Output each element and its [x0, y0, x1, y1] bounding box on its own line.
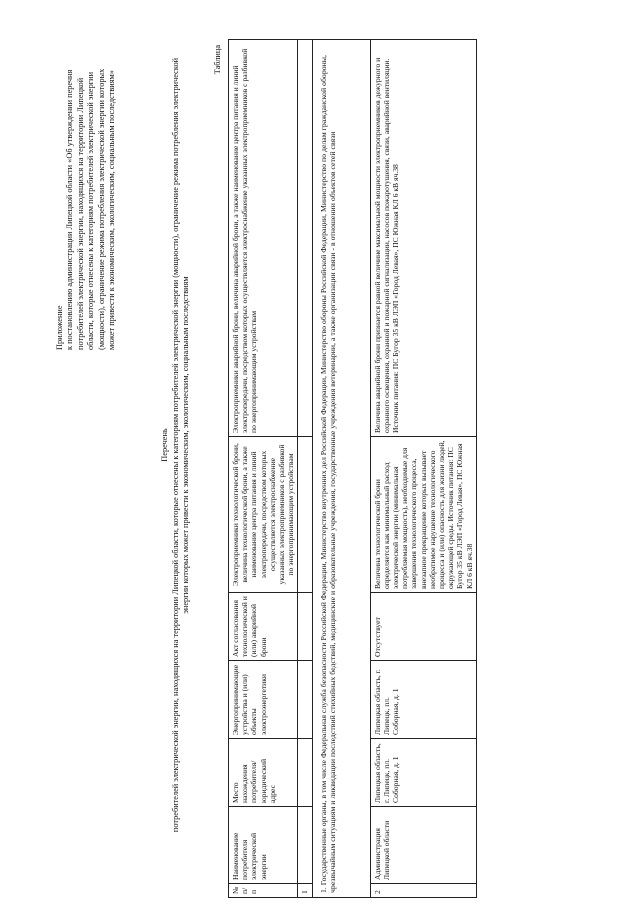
header-cell: Место нахождения потребителя/ юридический адрес: [229, 739, 298, 807]
index-cell: [298, 661, 312, 739]
approval-act: Отсутствует: [370, 593, 476, 661]
index-cell: 1: [298, 884, 312, 898]
header-cell: Наименование потребителя электрической энергии: [229, 807, 298, 884]
technological-reserve: Величина технологической брони определяется как минимальный расход электрической энергии (минимальная потребляемая мощность), необходимые для завершения технологического процесса, внезапное прекращение которых вызывает необратимое нарушение технологического процесса и (или) опасность для жизни людей, окружающей среды. Источник питания: ПС Бугор 35 кВ ЛЭП «Город Левая», ПС Южная КЛ 6 кВ яч.38: [370, 437, 476, 593]
table-row: [370, 40, 476, 898]
header-cell: Электроприемники аварийной брони, величина аварийной брони, а также наименование центра питания и линий электропередачи, посредством которых осуществляется электроснабжение указанных электроприемников с разбивкой по энергопринимающим устройствам: [229, 40, 298, 437]
index-row: [298, 40, 312, 898]
row-number: 2: [370, 884, 476, 898]
emergency-reserve: Величина аварийной брони признается равной величине максимальной мощности электроприемников дежурного и охранного освещения, охранной и пожарной сигнализации, насосов пожаротушения, связи, аварийной вентиляции. Источник питания: ПС Бугор 35 кВ ЛЭП «Город Левая», ПС Южная КЛ 6 кВ яч.38: [370, 40, 476, 437]
group-cell: 1. Государственные органы, в том числе Федеральная служба безопасности Российской Федерации, Министерство внутренних дел Российской Федерации, Министерство обороны Российской Федерации, Министерство по делам гражданской обороны, чрезвычайным ситуациям и ликвидации последствий стихийных бедствий, медицинские и образовательные учреждения, государственные учреждения ветеринарии, а также организации связи - в отношении объектов сетей связи: [312, 40, 370, 898]
index-cell: [298, 593, 312, 661]
index-cell: [298, 40, 312, 437]
consumer-address: Липецкая область, г. Липецк, пл. Соборная, д. 1: [370, 739, 476, 807]
table-header-row: [229, 40, 298, 898]
index-cell: [298, 739, 312, 807]
header-cell: Энергопринимающие устройства и (или) объекты электроэнергетики: [229, 661, 298, 739]
header-cell: № п/п: [229, 884, 298, 898]
table-label: Таблица: [213, 45, 222, 75]
appendix-block: [55, 50, 117, 350]
header-cell: Электроприемники технологической брони, величина технологической брони, а также наименование центра питания и линий электропередачи, посредством которых осуществляется электроснабжение указанных электроприемников с разбивкой по энергопринимающим устройствам: [229, 437, 298, 593]
document-heading: [160, 45, 192, 845]
consumer-object: Липецкая область, г. Липецк, пл. Соборная, д. 1: [370, 661, 476, 739]
appendix-text: к постановлению администрации Липецкой области «Об утверждении перечня потребителей электрической энергии, находящихся на территории Липецкой области, которые отнесены к категориям потребителей электрической энергии (мощности), ограничение режима потребления электрической энергии которых может привести к экономическим, экологическим, социальным последствиям»: [65, 68, 117, 350]
consumers-table: [228, 39, 477, 898]
index-cell: [298, 807, 312, 884]
header-cell: Акт согласования технологической и (или) аварийной брони: [229, 593, 298, 661]
consumer-name: Администрация Липецкой области: [370, 807, 476, 884]
index-cell: [298, 437, 312, 593]
group-row: [312, 40, 370, 898]
document-title: Перечень: [160, 428, 169, 462]
appendix-title: Приложение: [55, 305, 64, 350]
document-subtitle: потребителей электрической энергии, находящихся на территории Липецкой области, которые отнесены к категориям потребителей электрической энергии (мощности), ограничение режима потребления электрической энергии которых может привести к экономическим, экологическим, социальным последствиям: [170, 57, 190, 833]
